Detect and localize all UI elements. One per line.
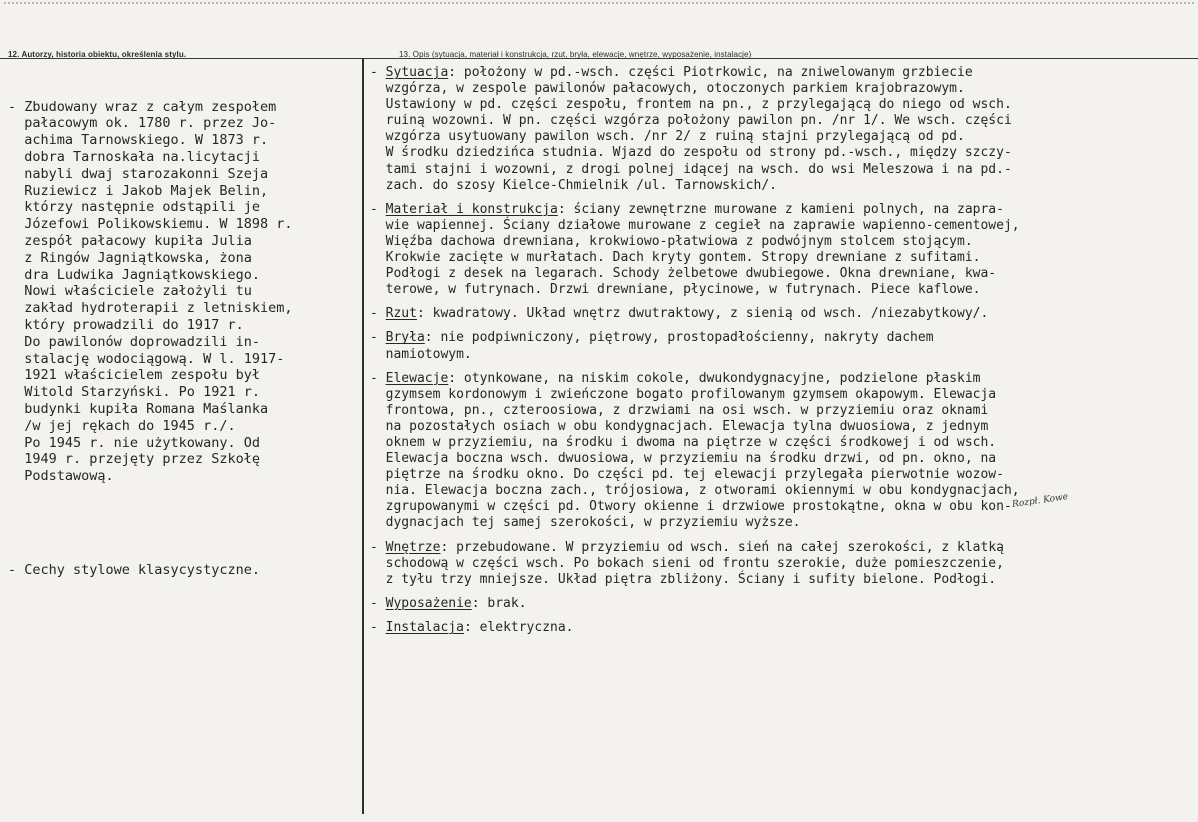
section-line: Ustawiony w pd. części zespołu, frontem na pn., z przylegającą do niego od wsch. bbox=[370, 97, 1012, 113]
section-rzut bbox=[370, 306, 1190, 322]
section-wyposażenie bbox=[370, 596, 1190, 612]
section-line: schodową w części wsch. Po bokach sieni od frontu szerokie, duże pomieszczenie, bbox=[370, 555, 1004, 571]
history-line: - Zbudowany wraz z całym zespołem bbox=[8, 98, 277, 115]
history-line: zakład hydroterapii z letniskiem, bbox=[8, 300, 293, 317]
section-sytuacja bbox=[370, 65, 1190, 194]
style-line: - Cechy stylowe klasycystyczne. bbox=[8, 562, 260, 579]
history-text bbox=[8, 99, 356, 485]
section-line: Więźba dachowa drewniana, krokwiowo-płatwiowa z podwójnym stolcem stojącym. bbox=[370, 233, 973, 249]
section-label: Elewacje bbox=[385, 370, 449, 386]
section-line: Elewacja boczna wsch. dwuosiowa, w przyziemiu na środku drzwi, od pn. okno, na bbox=[370, 451, 997, 467]
section-text: : elektryczna. bbox=[463, 619, 574, 635]
section-line: frontowa, pn., czteroosiowa, z drzwiami na osi wsch. w przyziemiu oraz oknami bbox=[370, 402, 989, 418]
section-first-line: - Rzut: kwadratowy. Układ wnętrz dwutraktowy, z sienią od wsch. /niezabytkowy/. bbox=[370, 306, 989, 322]
section-label: Rzut bbox=[385, 306, 417, 322]
section-first-line: - Materiał i konstrukcja: ściany zewnętrzne murowane z kamieni polnych, na zapra- bbox=[370, 201, 1004, 217]
section-line: dygnacjach tej samej szerokości, w przyziemiu wyższe. bbox=[370, 515, 801, 531]
section-line: W środku dziedzińca studnia. Wjazd do zespołu od strony pd.-wsch., między szczy- bbox=[370, 145, 1012, 161]
perforation-edge bbox=[4, 2, 1194, 10]
section-line: wzgórza usytuowany pawilon wsch. /nr 2/ z ruiną stajni przylegającą od pd. bbox=[370, 129, 965, 145]
section-wnętrze bbox=[370, 540, 1190, 588]
section-first-line: - Wyposażenie: brak. bbox=[370, 595, 527, 611]
history-line: dra Ludwika Jagniątkowskiego. bbox=[8, 266, 260, 283]
section-label: Wyposażenie bbox=[385, 595, 472, 611]
section-label: Bryła bbox=[385, 330, 425, 346]
section-first-line: - Sytuacja: położony w pd.-wsch. części Piotrkowic, na zniwelowanym grzbiecie bbox=[370, 65, 973, 80]
history-line: dobra Tarnoskała na.licytacji bbox=[8, 148, 260, 165]
section-label: Instalacja bbox=[385, 619, 464, 635]
history-line: 1921 właścicielem zespołu był bbox=[8, 367, 260, 384]
section-line: ruiną wozowni. W pn. części wzgórza położony pawilon pn. /nr 1/. We wsch. części bbox=[370, 113, 1012, 129]
history-line: achima Tarnowskiego. W 1873 r. bbox=[8, 132, 269, 149]
section-text: : nie podpiwniczony, piętrowy, prostopadłościenny, nakryty dachem bbox=[424, 330, 934, 346]
section-line: z tyłu trzy mniejsze. Układ piętra zbliżony. Ściany i sufity bielone. Podłogi. bbox=[370, 571, 997, 587]
section-instalacja bbox=[370, 620, 1190, 636]
section-first-line: - Elewacje: otynkowane, na niskim cokole, dwukondygnacyjne, podzielone płaskim bbox=[370, 370, 981, 386]
section-line: Krokwie zacięte w murłatach. Dach kryty gontem. Stropy drewniane z sufitami. bbox=[370, 250, 981, 266]
section-bryła bbox=[370, 330, 1190, 362]
history-line: Podstawową. bbox=[8, 468, 114, 485]
history-line: Józefowi Polikowskiemu. W 1898 r. bbox=[8, 216, 293, 233]
section-line: zach. do szosy Kielce-Chmielnik /ul. Tarnowskich/. bbox=[370, 177, 777, 193]
history-line: którzy następnie odstąpili je bbox=[8, 199, 260, 216]
history-line: który prowadzili do 1917 r. bbox=[8, 316, 244, 333]
history-line: z Ringów Jagniątkowska, żona bbox=[8, 249, 252, 266]
section-text: : brak. bbox=[471, 595, 527, 611]
section-line: Podłogi z desek na legarach. Schody żelbetowe dwubiegowe. Okna drewniane, kwa- bbox=[370, 266, 997, 282]
section-line: wzgórza, w zespole pawilonów pałacowych, otoczonych parkiem krajobrazowym. bbox=[370, 81, 965, 97]
section-first-line: - Bryła: nie podpiwniczony, piętrowy, prostopadłościenny, nakryty dachem bbox=[370, 330, 934, 346]
section-first-line: - Wnętrze: przebudowane. W przyziemiu od wsch. sień na całej szerokości, z klatką bbox=[370, 539, 1004, 555]
history-line: Nowi właściciele założyli tu bbox=[8, 283, 252, 300]
section-first-line: - Instalacja: elektryczna. bbox=[370, 619, 574, 635]
section-line: piętrze na środku okno. Do części pd. tej elewacji przylegała pierwotnie wozow- bbox=[370, 467, 1004, 483]
section-line: wie wapiennej. Ściany działowe murowane z cegieł na zaprawie wapienno-cementowej, bbox=[370, 217, 1020, 233]
description-column bbox=[370, 65, 1190, 636]
field-13-header: 13. Opis (sytuacja, materiał i konstrukcja, rzut, bryła, elewacje, wnętrze, wyposażenie, instalacje) bbox=[399, 50, 752, 59]
section-text: : położony w pd.-wsch. części Piotrkowic, na zniwelowanym grzbiecie bbox=[448, 65, 973, 80]
history-line: Do pawilonów doprowadzili in- bbox=[8, 333, 260, 350]
history-line: pałacowym ok. 1780 r. przez Jo- bbox=[8, 115, 277, 132]
history-line: nabyli dwaj starozakonni Szeja bbox=[8, 165, 269, 182]
handwritten-annotation: Rozpł. Kowe bbox=[1011, 492, 1069, 510]
section-text: : przebudowane. W przyziemiu od wsch. sień na całej szerokości, z klatką bbox=[440, 539, 1004, 555]
history-line: Witold Starzyński. Po 1921 r. bbox=[8, 384, 260, 401]
history-line: Po 1945 r. nie użytkowany. Od bbox=[8, 434, 260, 451]
section-line: terowe, w futrynach. Drzwi drewniane, płycinowe, w futrynach. Piece kaflowe. bbox=[370, 282, 981, 298]
section-label: Sytuacja bbox=[385, 65, 449, 80]
section-elewacje bbox=[370, 371, 1190, 532]
section-text: : ściany zewnętrzne murowane z kamieni polnych, na zapra- bbox=[557, 201, 1004, 217]
field-12-header: 12. Autorzy, historia obiektu, określenia stylu. bbox=[8, 50, 187, 59]
section-line: na pozostałych osiach w obu kondygnacjach. Elewacja tylna dwuosiowa, z jednym bbox=[370, 418, 989, 434]
section-materiał-i-konstrukcja bbox=[370, 202, 1190, 299]
history-line: 1949 r. przejęty przez Szkołę bbox=[8, 451, 260, 468]
section-line: gzymsem kordonowym i zwieńczone bogato profilowanym gzymsem okapowym. Elewacja bbox=[370, 386, 997, 402]
section-text: : otynkowane, na niskim cokole, dwukondygnacyjne, podzielone płaskim bbox=[448, 370, 981, 386]
section-line: oknem w przyziemiu, na środku i dwoma na piętrze w części środkowej i od wsch. bbox=[370, 434, 997, 450]
history-line: budynki kupiła Romana Maślanka bbox=[8, 400, 269, 417]
section-line: namiotowym. bbox=[370, 346, 472, 362]
section-label: Materiał i konstrukcja bbox=[385, 201, 558, 217]
section-line: zgrupowanymi w części pd. Otwory okienne i drzwiowe prostokątne, okna w obu kon- bbox=[370, 499, 1012, 515]
section-text: : kwadratowy. Układ wnętrz dwutraktowy, z sienią od wsch. /niezabytkowy/. bbox=[416, 306, 989, 322]
column-divider bbox=[362, 58, 364, 814]
history-line: /w jej rękach do 1945 r./. bbox=[8, 417, 236, 434]
history-line: Ruziewicz i Jakob Majek Belin, bbox=[8, 182, 269, 199]
section-line: nia. Elewacja boczna zach., trójosiowa, z otworami okiennymi w obu kondygnacjach, bbox=[370, 483, 1020, 499]
history-line: zespół pałacowy kupiła Julia bbox=[8, 232, 252, 249]
history-line: stalację wodociągową. W l. 1917- bbox=[8, 350, 285, 367]
section-line: tami stajni i wozowni, z drogi polnej idącej na wsch. do wsi Meleszowa i na pd.- bbox=[370, 161, 1012, 177]
section-label: Wnętrze bbox=[385, 539, 441, 555]
history-column bbox=[8, 65, 356, 613]
